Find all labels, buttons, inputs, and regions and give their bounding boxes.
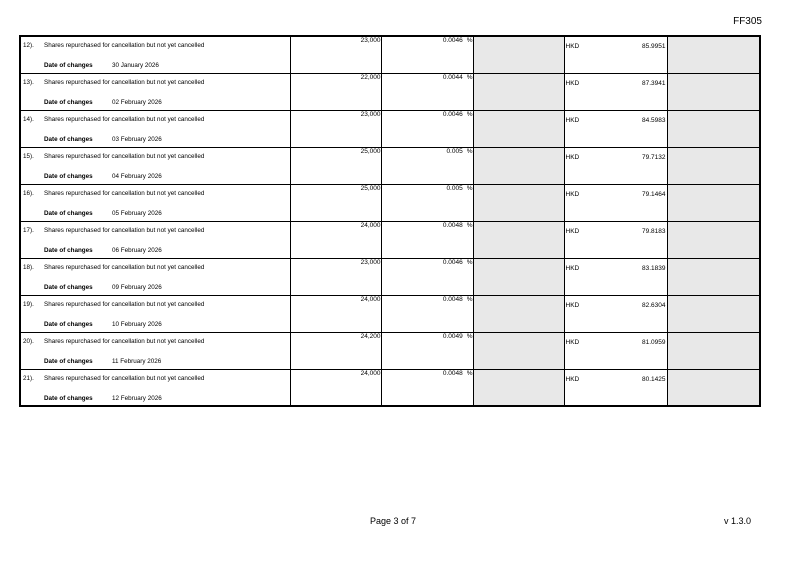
row-description: Shares repurchased for cancellation but not yet cancelled	[44, 78, 205, 86]
currency-code: HKD	[565, 375, 580, 383]
table-row	[20, 221, 760, 258]
description-cell	[20, 258, 290, 295]
percentage-cell	[381, 295, 473, 332]
price-cell	[564, 258, 667, 295]
number-of-shares: 24,000	[290, 369, 381, 406]
date-of-changes-value: 04 February 2026	[112, 172, 162, 180]
price-value: 79.1464	[642, 190, 666, 198]
number-of-shares: 23,000	[290, 258, 381, 295]
percentage-value: 0.0046	[442, 110, 463, 118]
row-description: Shares repurchased for cancellation but not yet cancelled	[44, 300, 205, 308]
row-description: Shares repurchased for cancellation but not yet cancelled	[44, 374, 205, 382]
number-of-shares: 24,000	[290, 221, 381, 258]
share-changes-table	[19, 35, 761, 407]
description-cell	[20, 147, 290, 184]
date-of-changes-label: Date of changes	[44, 320, 93, 328]
description-cell	[20, 332, 290, 369]
percentage-unit: %	[466, 37, 473, 44]
description-cell	[20, 295, 290, 332]
number-of-shares: 24,200	[290, 332, 381, 369]
price-value: 82.6304	[642, 301, 666, 309]
shaded-cell	[667, 295, 760, 332]
shaded-cell	[667, 332, 760, 369]
price-value: 79.7132	[642, 153, 666, 161]
number-of-shares: 24,000	[290, 295, 381, 332]
shaded-cell	[473, 221, 564, 258]
row-index: 19).	[23, 300, 34, 308]
percentage-cell	[381, 36, 473, 73]
percentage-unit: %	[466, 295, 473, 303]
percentage-unit: %	[466, 258, 473, 266]
date-of-changes-value: 05 February 2026	[112, 209, 162, 217]
percentage-unit: %	[466, 369, 473, 377]
row-description: Shares repurchased for cancellation but not yet cancelled	[44, 152, 205, 160]
table-row	[20, 184, 760, 221]
percentage-value: 0.0049	[442, 332, 463, 340]
price-cell	[564, 73, 667, 110]
table-row	[20, 332, 760, 369]
row-index: 15).	[23, 152, 34, 160]
price-cell	[564, 110, 667, 147]
table-row	[20, 258, 760, 295]
date-of-changes-value: 11 February 2026	[112, 357, 162, 365]
shaded-cell	[473, 332, 564, 369]
date-of-changes-value: 12 February 2026	[112, 394, 162, 402]
price-value: 80.1425	[642, 375, 666, 383]
date-of-changes-value: 03 February 2026	[112, 135, 162, 143]
shaded-cell	[473, 36, 564, 73]
row-description: Shares repurchased for cancellation but not yet cancelled	[44, 226, 205, 234]
percentage-unit: %	[466, 110, 473, 118]
shaded-cell	[667, 184, 760, 221]
shaded-cell	[667, 258, 760, 295]
percentage-value: 0.0046	[442, 37, 463, 44]
percentage-value: 0.005	[446, 184, 463, 192]
shaded-cell	[667, 147, 760, 184]
shaded-cell	[473, 73, 564, 110]
percentage-unit: %	[466, 73, 473, 81]
date-of-changes-value: 09 February 2026	[112, 283, 162, 291]
percentage-cell	[381, 369, 473, 406]
shaded-cell	[667, 369, 760, 406]
price-cell	[564, 147, 667, 184]
price-cell	[564, 369, 667, 406]
date-of-changes-label: Date of changes	[44, 98, 93, 106]
row-description: Shares repurchased for cancellation but not yet cancelled	[44, 115, 205, 123]
percentage-cell	[381, 73, 473, 110]
row-index: 12).	[23, 42, 34, 49]
currency-code: HKD	[565, 116, 580, 124]
percentage-unit: %	[466, 184, 473, 192]
row-index: 13).	[23, 78, 34, 86]
row-description: Shares repurchased for cancellation but not yet cancelled	[44, 263, 205, 271]
price-cell	[564, 221, 667, 258]
date-of-changes-value: 30 January 2026	[112, 62, 159, 69]
date-of-changes-label: Date of changes	[44, 283, 93, 291]
description-cell	[20, 369, 290, 406]
currency-code: HKD	[565, 79, 580, 87]
percentage-cell	[381, 332, 473, 369]
shaded-cell	[667, 221, 760, 258]
description-cell	[20, 73, 290, 110]
number-of-shares: 23,000	[290, 36, 381, 73]
row-index: 21).	[23, 374, 34, 382]
shaded-cell	[667, 73, 760, 110]
percentage-value: 0.0044	[442, 73, 463, 81]
percentage-cell	[381, 110, 473, 147]
table-row	[20, 147, 760, 184]
shaded-cell	[667, 110, 760, 147]
percentage-value: 0.0048	[442, 221, 463, 229]
date-of-changes-label: Date of changes	[44, 394, 93, 402]
description-cell	[20, 184, 290, 221]
row-index: 17).	[23, 226, 34, 234]
date-of-changes-label: Date of changes	[44, 209, 93, 217]
row-description: Shares repurchased for cancellation but not yet cancelled	[44, 337, 205, 345]
page-number: Page 3 of 7	[369, 516, 417, 526]
shaded-cell	[473, 369, 564, 406]
table-row	[20, 73, 760, 110]
price-cell	[564, 295, 667, 332]
shaded-cell	[473, 110, 564, 147]
date-of-changes-label: Date of changes	[44, 246, 93, 254]
date-of-changes-value: 06 February 2026	[112, 246, 162, 254]
percentage-value: 0.0048	[442, 369, 463, 377]
percentage-unit: %	[466, 221, 473, 229]
percentage-value: 0.0048	[442, 295, 463, 303]
row-description: Shares repurchased for cancellation but not yet cancelled	[44, 42, 205, 49]
date-of-changes-label: Date of changes	[44, 357, 93, 365]
number-of-shares: 25,000	[290, 184, 381, 221]
price-cell	[564, 184, 667, 221]
date-of-changes-label: Date of changes	[44, 172, 93, 180]
price-value: 85.9951	[642, 43, 666, 50]
date-of-changes-value: 02 February 2026	[112, 98, 162, 106]
percentage-cell	[381, 147, 473, 184]
percentage-value: 0.005	[446, 147, 463, 155]
row-index: 18).	[23, 263, 34, 271]
shaded-cell	[667, 36, 760, 73]
table-row	[20, 36, 760, 73]
currency-code: HKD	[565, 301, 580, 309]
percentage-unit: %	[466, 147, 473, 155]
date-of-changes-value: 10 February 2026	[112, 320, 162, 328]
percentage-value: 0.0046	[442, 258, 463, 266]
shaded-cell	[473, 295, 564, 332]
percentage-cell	[381, 221, 473, 258]
row-index: 16).	[23, 189, 34, 197]
currency-code: HKD	[565, 190, 580, 198]
price-value: 83.1839	[642, 264, 666, 272]
table-row	[20, 369, 760, 406]
table-row	[20, 110, 760, 147]
currency-code: HKD	[565, 338, 580, 346]
number-of-shares: 23,000	[290, 110, 381, 147]
form-code: FF305	[733, 16, 762, 27]
price-value: 81.0959	[642, 338, 666, 346]
currency-code: HKD	[565, 153, 580, 161]
row-index: 14).	[23, 115, 34, 123]
number-of-shares: 25,000	[290, 147, 381, 184]
shaded-cell	[473, 258, 564, 295]
shaded-cell	[473, 184, 564, 221]
version-label: v 1.3.0	[723, 516, 751, 526]
currency-code: HKD	[565, 43, 580, 50]
price-cell	[564, 332, 667, 369]
price-value: 84.5983	[642, 116, 666, 124]
percentage-cell	[381, 258, 473, 295]
row-index: 20).	[23, 337, 34, 345]
table-row	[20, 295, 760, 332]
description-cell	[20, 221, 290, 258]
percentage-cell	[381, 184, 473, 221]
number-of-shares: 22,000	[290, 73, 381, 110]
price-cell	[564, 36, 667, 73]
currency-code: HKD	[565, 227, 580, 235]
date-of-changes-label: Date of changes	[44, 135, 93, 143]
description-cell	[20, 36, 290, 73]
date-of-changes-label: Date of changes	[44, 62, 93, 69]
row-description: Shares repurchased for cancellation but not yet cancelled	[44, 189, 205, 197]
shaded-cell	[473, 147, 564, 184]
price-value: 79.8183	[642, 227, 666, 235]
price-value: 87.3941	[642, 79, 666, 87]
currency-code: HKD	[565, 264, 580, 272]
description-cell	[20, 110, 290, 147]
percentage-unit: %	[466, 332, 473, 340]
